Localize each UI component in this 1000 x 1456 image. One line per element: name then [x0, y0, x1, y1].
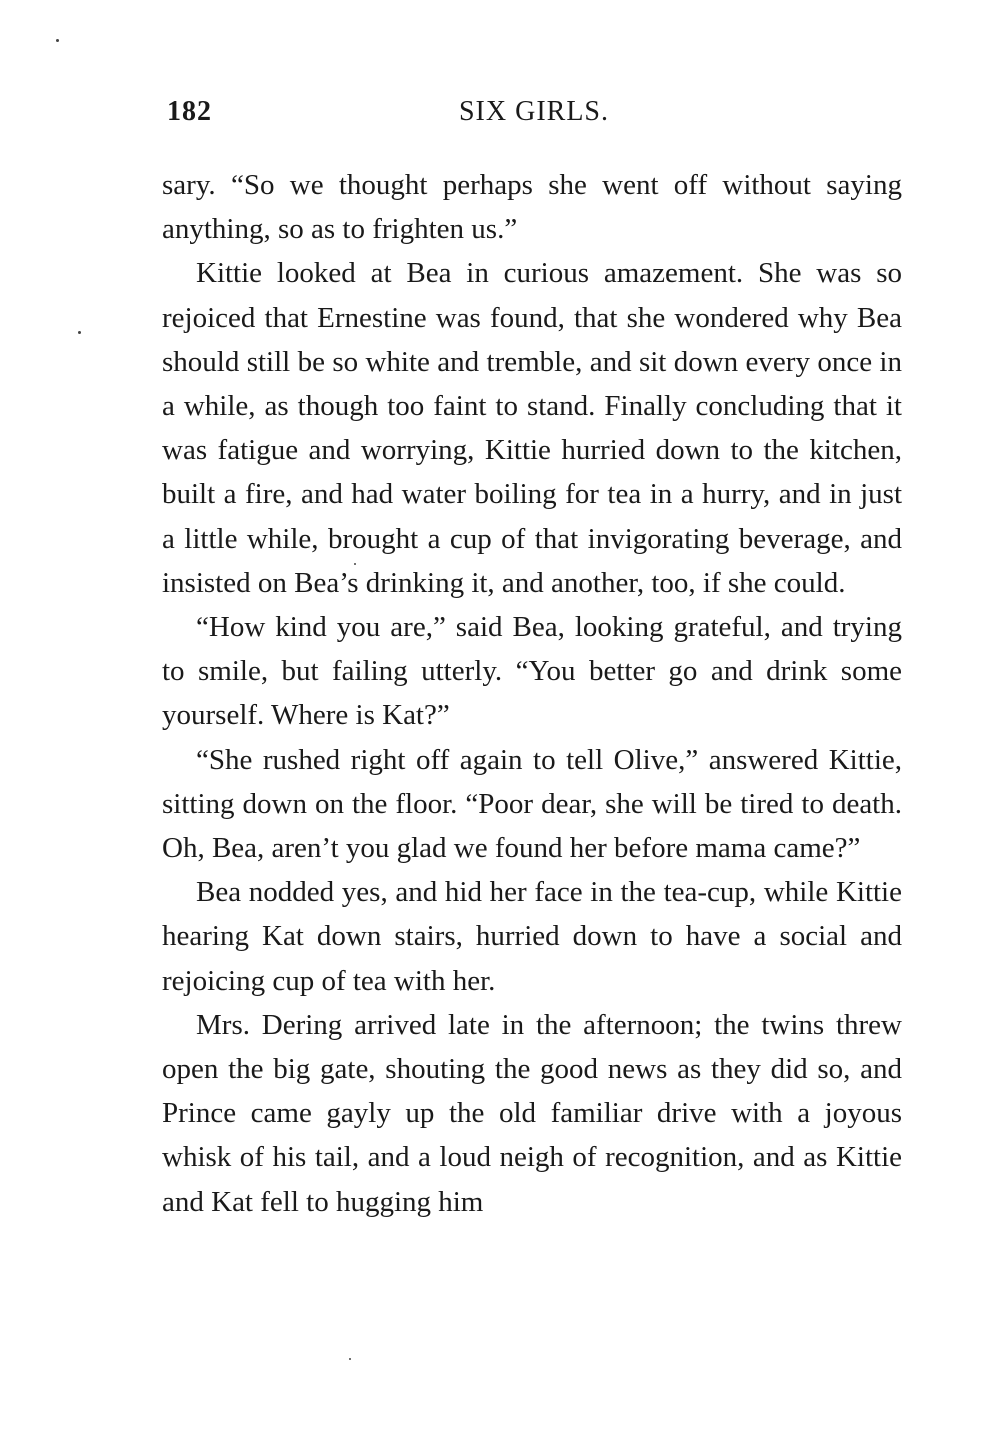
- paragraph: Kittie looked at Bea in curious amazement. She was so rejoiced that Ernestine was found, that she wondered why Bea should still be so white and tremble, and sit down every once in a while, as though too faint to stand. Finally concluding that it was fatigue and worrying, Kittie hurried down to the kitchen, built a fire, and had water boiling for tea in a hurry, and in just a little while, brought a cup of that invigorating beverage, and insisted on Bea’s drinking it, and another, too, if she could.: [162, 257, 902, 599]
- paragraph: “She rushed right off again to tell Olive,” answered Kittie, sitting down on the floor. “Poor dear, she will be tired to death. Oh, Bea, aren’t you glad we found her before mama came?”: [162, 743, 902, 865]
- running-header: [167, 96, 901, 136]
- print-speck: [56, 39, 59, 42]
- paragraph: Mrs. Dering arrived late in the afternoon; the twins threw open the big gate, shouting the good news as they did so, and Prince came gayly up the old familiar drive with a joyous whisk of his tail, and a loud neigh of recognition, and as Kittie and Kat fell to hugging him: [162, 1008, 902, 1218]
- body-text: [162, 163, 902, 1224]
- print-speck: [349, 1358, 351, 1360]
- paragraph: Bea nodded yes, and hid her face in the tea-cup, while Kittie hearing Kat down stairs, hurried down to have a social and rejoicing cup of tea with her.: [162, 876, 902, 997]
- paragraph: “How kind you are,” said Bea, looking grateful, and trying to smile, but failing utterly. “You better go and drink some yourself. Where is Kat?”: [162, 611, 902, 732]
- paragraph-continuation: sary. “So we thought perhaps she went off without saying anything, so as to frighten us.”: [162, 169, 902, 246]
- page-number: 182: [167, 96, 212, 127]
- running-title: SIX GIRLS.: [458, 96, 609, 127]
- print-speck: [78, 331, 81, 334]
